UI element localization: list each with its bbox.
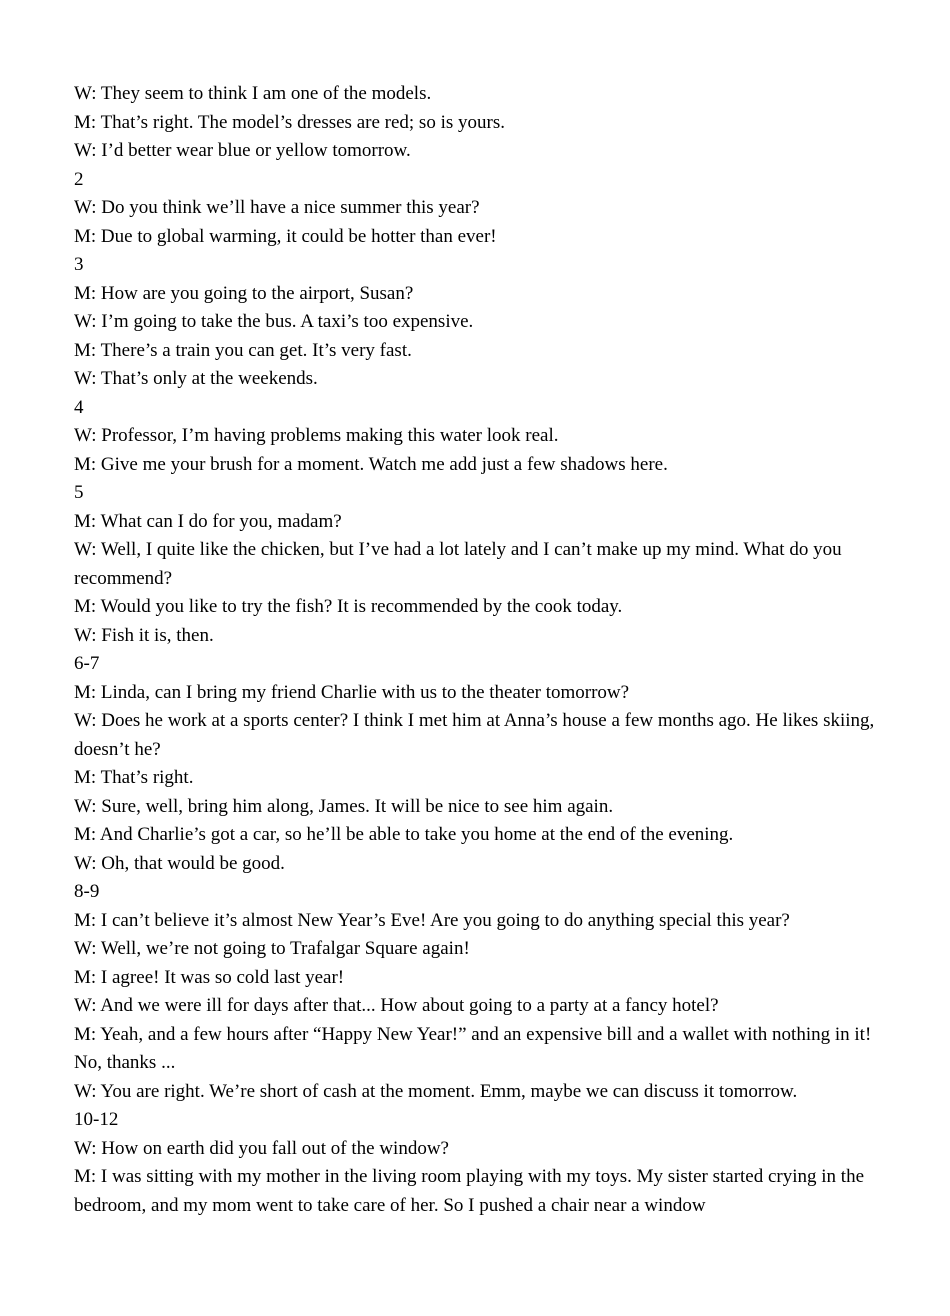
dialogue-line: M: I can’t believe it’s almost New Year’s Eve! Are you going to do anything special this year?	[74, 909, 790, 931]
dialogue-line: M: That’s right.	[74, 767, 194, 788]
dialogue-line: W: Does he work at a sports center? I think I met him at Anna’s house a few months ago. He likes skiing, doesn’t he?	[74, 710, 875, 760]
section-number: 8-9	[74, 881, 100, 902]
dialogue-line: W: They seem to think I am one of the models.	[74, 83, 432, 104]
dialogue-line: W: Do you think we’ll have a nice summer this year?	[74, 197, 480, 218]
dialogue-line: W: And we were ill for days after that... How about going to a party at a fancy hotel?	[74, 995, 719, 1016]
dialogue-line: M: There’s a train you can get. It’s very fast.	[74, 339, 412, 361]
dialogue-transcript	[74, 80, 882, 1220]
dialogue-line: W: Well, we’re not going to Trafalgar Square again!	[74, 938, 470, 959]
dialogue-line: M: That’s right. The model’s dresses are red; so is yours.	[74, 111, 505, 133]
dialogue-line: M: Would you like to try the fish? It is recommended by the cook today.	[74, 596, 623, 617]
dialogue-line: W: Well, I quite like the chicken, but I’ve had a lot lately and I can’t make up my mind. What do you recommend?	[74, 539, 842, 589]
dialogue-line: W: Oh, that would be good.	[74, 852, 285, 874]
section-number: 10-12	[74, 1109, 119, 1130]
section-number: 6-7	[74, 653, 100, 674]
dialogue-line: M: And Charlie’s got a car, so he’ll be able to take you home at the end of the evening.	[74, 824, 734, 845]
dialogue-line: M: Due to global warming, it could be hotter than ever!	[74, 225, 497, 247]
dialogue-line: M: Give me your brush for a moment. Watch me add just a few shadows here.	[74, 453, 668, 475]
dialogue-line: W: Fish it is, then.	[74, 624, 214, 646]
section-number: 5	[74, 482, 84, 503]
dialogue-line: W: That’s only at the weekends.	[74, 368, 318, 389]
dialogue-line: M: Linda, can I bring my friend Charlie with us to the theater tomorrow?	[74, 681, 630, 703]
section-number: 2	[74, 168, 84, 190]
dialogue-line: W: I’m going to take the bus. A taxi’s too expensive.	[74, 311, 474, 332]
dialogue-line: W: Sure, well, bring him along, James. It will be nice to see him again.	[74, 795, 614, 817]
dialogue-line: M: I agree! It was so cold last year!	[74, 966, 345, 988]
dialogue-line: W: I’d better wear blue or yellow tomorrow.	[74, 140, 411, 161]
section-number: 4	[74, 396, 84, 418]
dialogue-line: M: Yeah, and a few hours after “Happy New Year!” and an expensive bill and a wallet with nothing in it! No, thanks ...	[74, 1023, 872, 1073]
section-number: 3	[74, 254, 84, 275]
dialogue-line: W: Professor, I’m having problems making this water look real.	[74, 425, 559, 446]
dialogue-line: M: What can I do for you, madam?	[74, 510, 342, 532]
dialogue-line: M: I was sitting with my mother in the living room playing with my toys. My sister started crying in the bedroom, and my mom went to take care of her. So I pushed a chair near a window	[74, 1166, 865, 1216]
transcript-page	[74, 80, 882, 1220]
dialogue-line: M: How are you going to the airport, Susan?	[74, 282, 414, 304]
dialogue-line: W: How on earth did you fall out of the window?	[74, 1137, 449, 1159]
dialogue-line: W: You are right. We’re short of cash at the moment. Emm, maybe we can discuss it tomorrow.	[74, 1080, 798, 1102]
